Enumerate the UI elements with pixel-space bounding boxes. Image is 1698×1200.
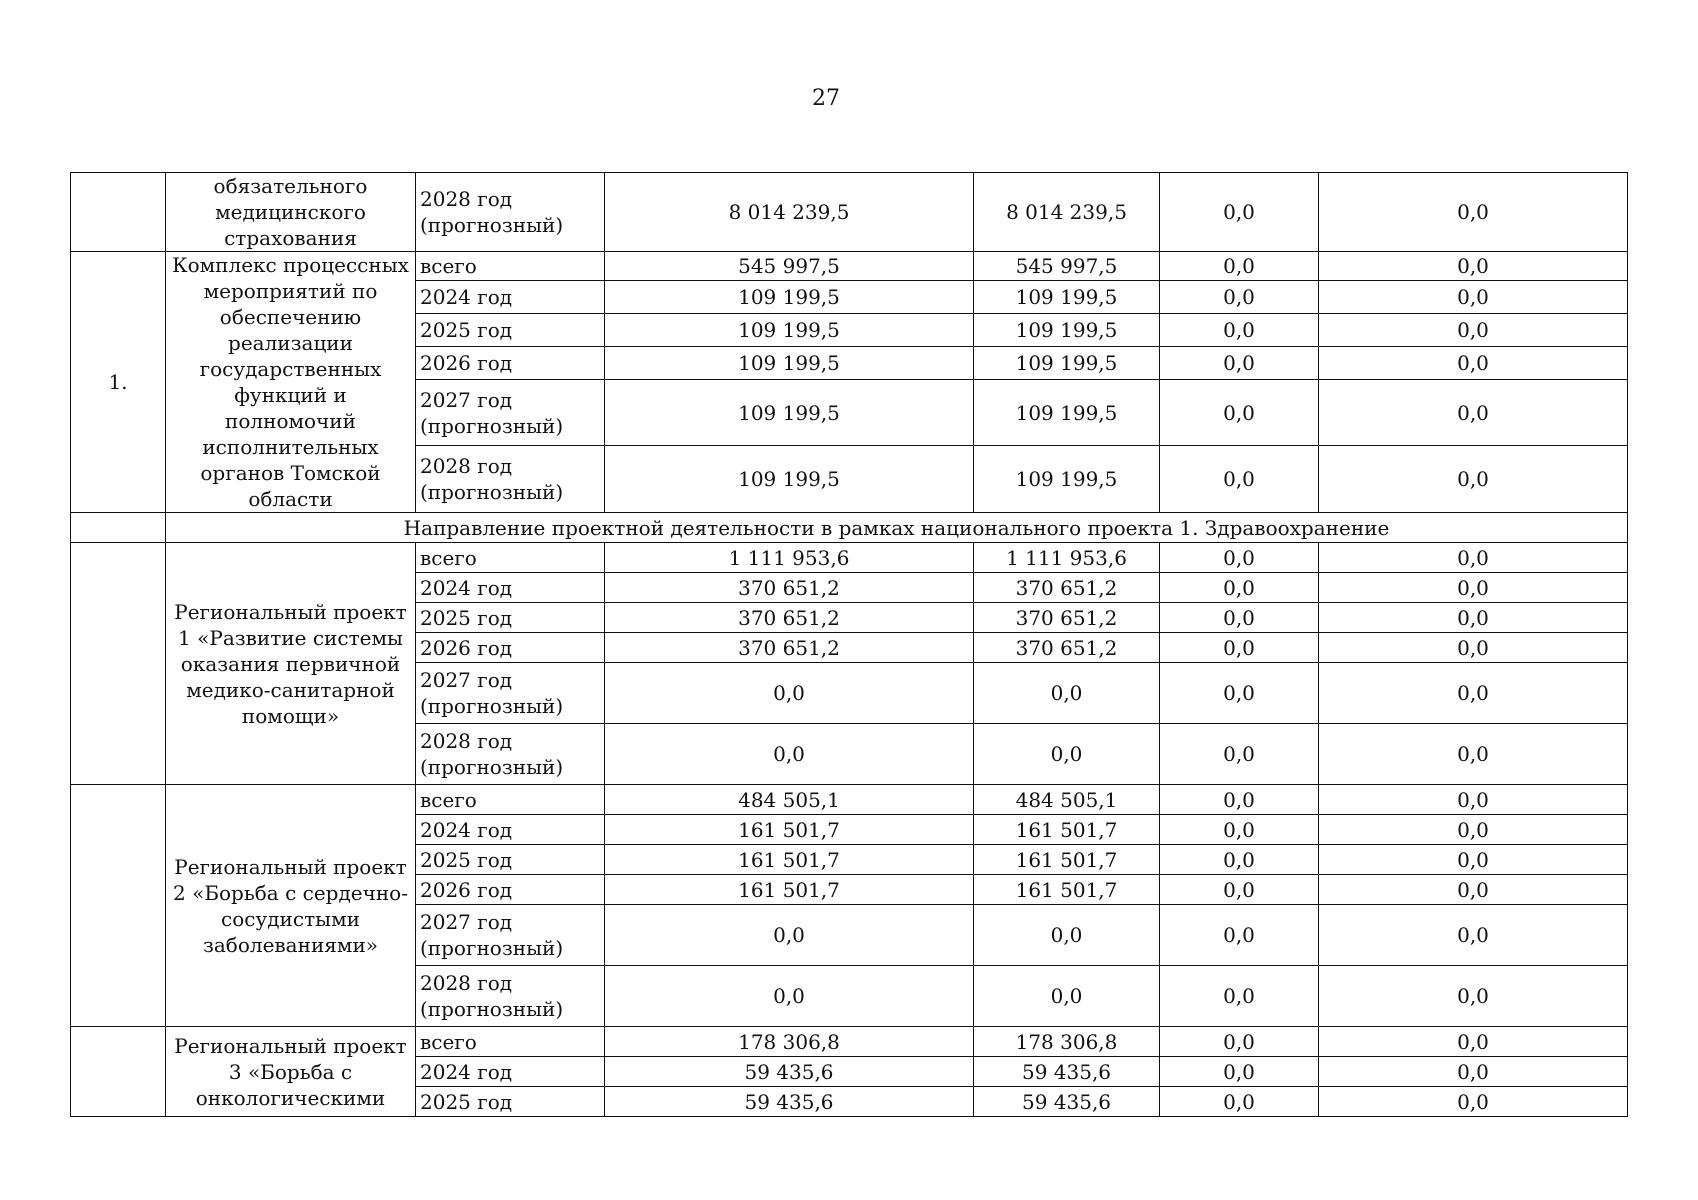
value-cell: 59 435,6 <box>974 1087 1160 1117</box>
year-cell: 2026 год <box>416 633 605 663</box>
row-number-cell: 1. <box>71 252 166 513</box>
value-cell: 0,0 <box>1160 603 1319 633</box>
value-cell: 0,0 <box>1319 633 1628 663</box>
value-cell: 178 306,8 <box>974 1027 1160 1057</box>
value-cell: 59 435,6 <box>974 1057 1160 1087</box>
value-cell: 0,0 <box>1319 252 1628 281</box>
row-number-cell <box>71 543 166 785</box>
value-cell: 545 997,5 <box>974 252 1160 281</box>
value-cell: 8 014 239,5 <box>605 173 974 252</box>
value-cell: 0,0 <box>1160 1087 1319 1117</box>
row-name-cell: Комплекс процессных мероприятий по обеспечению реализации государственных функций и полномочий исполнительных органов Томской области <box>166 252 416 513</box>
value-cell: 0,0 <box>1319 379 1628 446</box>
value-cell: 109 199,5 <box>605 314 974 347</box>
year-cell: 2025 год <box>416 603 605 633</box>
value-cell: 0,0 <box>1319 663 1628 724</box>
value-cell: 0,0 <box>1160 785 1319 815</box>
value-cell: 545 997,5 <box>605 252 974 281</box>
row-number-cell <box>71 173 166 252</box>
value-cell: 161 501,7 <box>605 845 974 875</box>
year-cell: 2028 год (прогнозный) <box>416 966 605 1027</box>
value-cell: 0,0 <box>1319 724 1628 785</box>
value-cell: 109 199,5 <box>974 346 1160 379</box>
value-cell: 0,0 <box>1319 815 1628 845</box>
value-cell: 0,0 <box>974 905 1160 966</box>
year-cell: 2028 год (прогнозный) <box>416 173 605 252</box>
row-number-cell <box>71 513 166 543</box>
table-row <box>71 785 1628 815</box>
year-cell: всего <box>416 1027 605 1057</box>
value-cell: 0,0 <box>1319 446 1628 513</box>
table-row <box>71 513 1628 543</box>
year-cell: 2025 год <box>416 314 605 347</box>
value-cell: 0,0 <box>1160 379 1319 446</box>
value-cell: 0,0 <box>605 905 974 966</box>
value-cell: 0,0 <box>1160 1057 1319 1087</box>
value-cell: 0,0 <box>1160 173 1319 252</box>
value-cell: 0,0 <box>1319 1057 1628 1087</box>
value-cell: 0,0 <box>1160 966 1319 1027</box>
year-cell: 2024 год <box>416 573 605 603</box>
value-cell: 370 651,2 <box>974 573 1160 603</box>
value-cell: 0,0 <box>1319 785 1628 815</box>
value-cell: 109 199,5 <box>605 379 974 446</box>
row-name-cell: Региональный проект 3 «Борьба с онкологическими <box>166 1027 416 1117</box>
year-cell: 2027 год (прогнозный) <box>416 905 605 966</box>
value-cell: 0,0 <box>1160 543 1319 573</box>
value-cell: 0,0 <box>605 663 974 724</box>
value-cell: 161 501,7 <box>605 875 974 905</box>
table-row <box>71 173 1628 252</box>
value-cell: 370 651,2 <box>605 633 974 663</box>
value-cell: 109 199,5 <box>974 314 1160 347</box>
value-cell: 161 501,7 <box>974 875 1160 905</box>
value-cell: 0,0 <box>1160 281 1319 314</box>
value-cell: 0,0 <box>605 966 974 1027</box>
row-name-cell: Региональный проект 2 «Борьба с сердечно-сосудистыми заболеваниями» <box>166 785 416 1027</box>
value-cell: 0,0 <box>1160 815 1319 845</box>
row-number-cell <box>71 785 166 1027</box>
year-cell: 2027 год (прогнозный) <box>416 379 605 446</box>
value-cell: 0,0 <box>1319 845 1628 875</box>
value-cell: 0,0 <box>1319 573 1628 603</box>
value-cell: 0,0 <box>1160 446 1319 513</box>
value-cell: 0,0 <box>1319 875 1628 905</box>
value-cell: 0,0 <box>1160 573 1319 603</box>
value-cell: 0,0 <box>1319 603 1628 633</box>
table-row <box>71 252 1628 281</box>
value-cell: 109 199,5 <box>605 281 974 314</box>
value-cell: 0,0 <box>1319 1087 1628 1117</box>
value-cell: 109 199,5 <box>974 281 1160 314</box>
year-cell: 2028 год (прогнозный) <box>416 446 605 513</box>
value-cell: 1 111 953,6 <box>974 543 1160 573</box>
value-cell: 370 651,2 <box>605 573 974 603</box>
value-cell: 0,0 <box>1160 663 1319 724</box>
value-cell: 59 435,6 <box>605 1057 974 1087</box>
direction-heading: Направление проектной деятельности в рамках национального проекта 1. Здравоохранение <box>166 513 1628 543</box>
value-cell: 370 651,2 <box>974 633 1160 663</box>
value-cell: 0,0 <box>1319 173 1628 252</box>
value-cell: 0,0 <box>605 724 974 785</box>
value-cell: 484 505,1 <box>605 785 974 815</box>
value-cell: 370 651,2 <box>974 603 1160 633</box>
value-cell: 0,0 <box>1319 966 1628 1027</box>
value-cell: 109 199,5 <box>974 446 1160 513</box>
year-cell: 2024 год <box>416 815 605 845</box>
value-cell: 0,0 <box>1319 281 1628 314</box>
value-cell: 0,0 <box>1160 252 1319 281</box>
value-cell: 1 111 953,6 <box>605 543 974 573</box>
year-cell: 2024 год <box>416 281 605 314</box>
value-cell: 0,0 <box>1319 346 1628 379</box>
value-cell: 59 435,6 <box>605 1087 974 1117</box>
page-number: 27 <box>812 86 840 111</box>
row-name-cell: Региональный проект 1 «Развитие системы оказания первичной медико-санитарной помощи» <box>166 543 416 785</box>
value-cell: 0,0 <box>974 966 1160 1027</box>
year-cell: всего <box>416 543 605 573</box>
value-cell: 0,0 <box>1160 724 1319 785</box>
row-name-cell: обязательного медицинского страхования <box>166 173 416 252</box>
value-cell: 109 199,5 <box>605 446 974 513</box>
value-cell: 484 505,1 <box>974 785 1160 815</box>
year-cell: 2025 год <box>416 845 605 875</box>
value-cell: 0,0 <box>1160 633 1319 663</box>
value-cell: 0,0 <box>1160 875 1319 905</box>
value-cell: 109 199,5 <box>605 346 974 379</box>
value-cell: 0,0 <box>1319 543 1628 573</box>
year-cell: 2024 год <box>416 1057 605 1087</box>
value-cell: 109 199,5 <box>974 379 1160 446</box>
value-cell: 0,0 <box>1160 1027 1319 1057</box>
year-cell: 2025 год <box>416 1087 605 1117</box>
year-cell: 2027 год (прогнозный) <box>416 663 605 724</box>
value-cell: 0,0 <box>1319 1027 1628 1057</box>
value-cell: 0,0 <box>974 724 1160 785</box>
budget-table <box>70 172 1628 1117</box>
year-cell: 2026 год <box>416 346 605 379</box>
table-row <box>71 1027 1628 1057</box>
year-cell: 2028 год (прогнозный) <box>416 724 605 785</box>
year-cell: всего <box>416 252 605 281</box>
value-cell: 0,0 <box>1319 905 1628 966</box>
value-cell: 0,0 <box>974 663 1160 724</box>
value-cell: 0,0 <box>1319 314 1628 347</box>
year-cell: 2026 год <box>416 875 605 905</box>
value-cell: 161 501,7 <box>974 815 1160 845</box>
value-cell: 0,0 <box>1160 905 1319 966</box>
value-cell: 0,0 <box>1160 346 1319 379</box>
value-cell: 0,0 <box>1160 845 1319 875</box>
value-cell: 178 306,8 <box>605 1027 974 1057</box>
value-cell: 0,0 <box>1160 314 1319 347</box>
row-number-cell <box>71 1027 166 1117</box>
year-cell: всего <box>416 785 605 815</box>
value-cell: 370 651,2 <box>605 603 974 633</box>
value-cell: 161 501,7 <box>974 845 1160 875</box>
value-cell: 8 014 239,5 <box>974 173 1160 252</box>
value-cell: 161 501,7 <box>605 815 974 845</box>
table-row <box>71 543 1628 573</box>
